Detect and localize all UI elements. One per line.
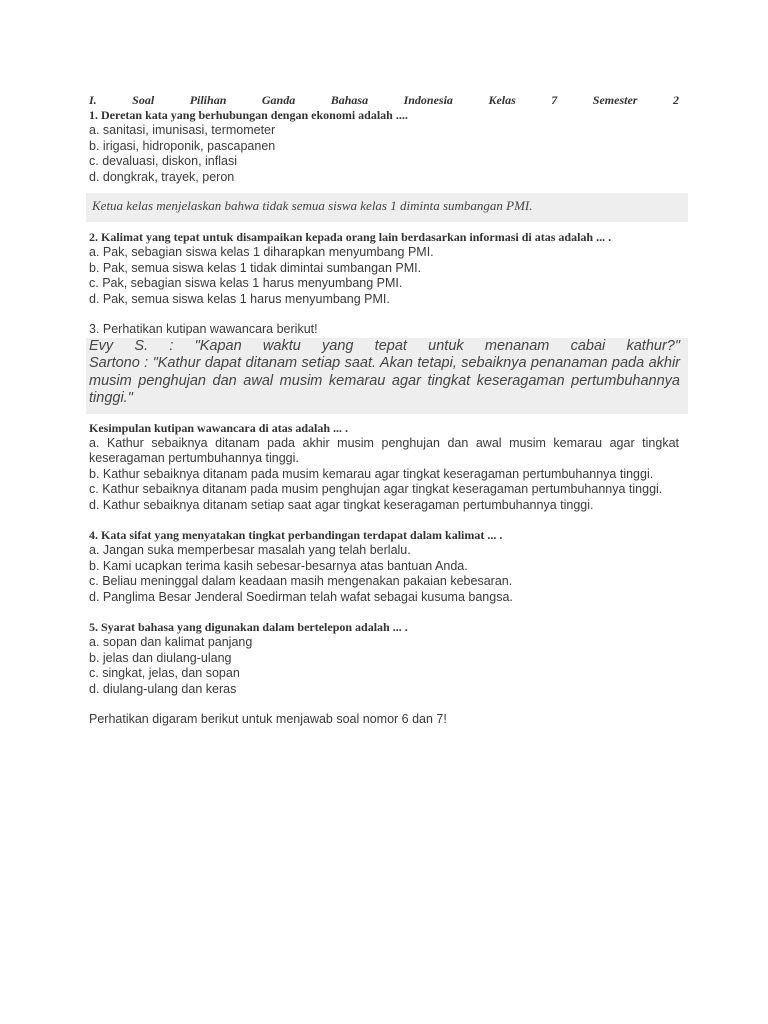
- title-word: Semester: [592, 93, 638, 107]
- title-word: Soal: [132, 93, 155, 107]
- q3-option-b: b. Kathur sebaiknya ditanam pada musim kemarau agar tingkat keseragaman pertumbuhannya tinggi.: [89, 466, 654, 481]
- q4-option-a: a. Jangan suka memperbesar masalah yang telah berlalu.: [89, 543, 411, 557]
- footer-note: Perhatikan digaram berikut untuk menjawab soal nomor 6 dan 7!: [89, 712, 447, 726]
- q2-option-c: c. Pak, sebagian siswa kelas 1 harus menyumbang PMI.: [89, 276, 403, 290]
- q2-option-b: b. Pak, semua siswa kelas 1 tidak dimintai sumbangan PMI.: [89, 260, 422, 275]
- q5-option-a: a. sopan dan kalimat panjang: [89, 635, 253, 649]
- q3-option-d: d. Kathur sebaiknya ditanam setiap saat agar tingkat keseragaman pertumbuhannya tinggi.: [89, 497, 594, 512]
- q5-option-b: b. jelas dan diulang-ulang: [89, 650, 232, 665]
- title-word: Indonesia: [403, 93, 453, 107]
- q3-option-c: c. Kathur sebaiknya ditanam pada musim penghujan agar tingkat keseragaman pertumbuhannya tinggi.: [89, 482, 663, 496]
- q2-option-d: d. Pak, semua siswa kelas 1 harus menyumbang PMI.: [89, 291, 390, 306]
- title-word: Ganda: [261, 93, 296, 107]
- document-content: [89, 92, 679, 728]
- info-box: Ketua kelas menjelaskan bahwa tidak semua siswa kelas 1 diminta sumbangan PMI.: [86, 193, 688, 222]
- question-3: Kesimpulan kutipan wawancara di atas adalah ... .: [89, 420, 349, 435]
- q1-option-c: c. devaluasi, diskon, inflasi: [89, 154, 237, 168]
- title-word: 2: [672, 93, 679, 107]
- title-word: I.: [89, 93, 97, 107]
- title-word: Kelas: [488, 93, 516, 107]
- title-word: Bahasa: [330, 93, 369, 107]
- title-word: 7: [551, 93, 558, 107]
- q5-option-c: c. singkat, jelas, dan sopan: [89, 666, 240, 680]
- interview-quote: [86, 338, 688, 414]
- q3-option-a: a. Kathur sebaiknya ditanam pada akhir musim penghujan dan awal musim kemarau agar tingkat keseragaman pertumbuhannya tinggi.: [89, 435, 679, 465]
- quote-line-evy: Evy S. : "Kapan waktu yang tepat untuk menanam cabai kathur?": [89, 337, 680, 354]
- quote-sartono: Sartono : "Kathur dapat ditanam setiap saat. Akan tetapi, sebaiknya penanaman pada akhir musim penghujan dan awal musim kemarau agar tingkat keseragaman pertumbuhannya tinggi.": [89, 355, 680, 406]
- question-2: 2. Kalimat yang tepat untuk disampaikan kepada orang lain berdasarkan informasi di atas adalah ... .: [89, 230, 612, 244]
- q2-option-a: a. Pak, sebagian siswa kelas 1 diharapkan menyumbang PMI.: [89, 245, 434, 259]
- question-3-intro: 3. Perhatikan kutipan wawancara berikut!: [89, 322, 318, 336]
- q4-option-c: c. Beliau meninggal dalam keadaan masih mengenakan pakaian kebesaran.: [89, 574, 513, 588]
- question-1: 1. Deretan kata yang berhubungan dengan ekonomi adalah ....: [89, 108, 408, 122]
- q4-option-b: b. Kami ucapkan terima kasih sebesar-besarnya atas bantuan Anda.: [89, 558, 468, 573]
- q1-option-d: d. dongkrak, trayek, peron: [89, 169, 235, 184]
- question-5: 5. Syarat bahasa yang digunakan dalam bertelepon adalah ... .: [89, 620, 408, 634]
- q4-option-d: d. Panglima Besar Jenderal Soedirman telah wafat sebagai kusuma bangsa.: [89, 589, 513, 604]
- question-4: 4. Kata sifat yang menyatakan tingkat perbandingan terdapat dalam kalimat ... .: [89, 528, 503, 542]
- page-title: [89, 92, 679, 108]
- q1-option-b: b. irigasi, hidroponik, pascapanen: [89, 138, 276, 153]
- title-word: Pilihan: [189, 93, 227, 107]
- q1-option-a: a. sanitasi, imunisasi, termometer: [89, 123, 276, 137]
- q5-option-d: d. diulang-ulang dan keras: [89, 681, 237, 696]
